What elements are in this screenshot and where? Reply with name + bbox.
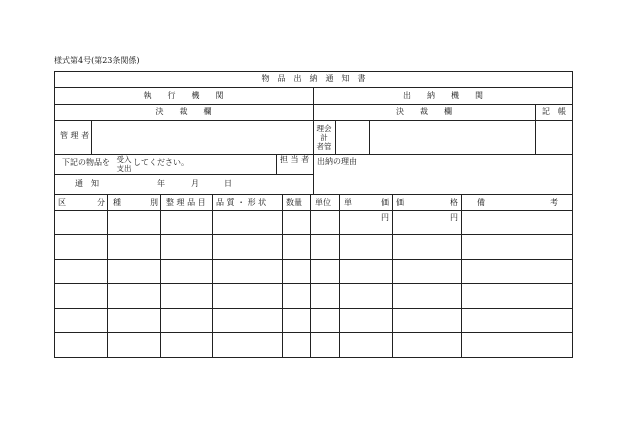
- rule: [54, 174, 313, 175]
- cell-line: [335, 120, 336, 154]
- notice-options: 受入 支出: [116, 155, 132, 173]
- table-row: [54, 308, 573, 309]
- notice-prefix: 下記の物品を: [62, 158, 110, 167]
- rule: [54, 194, 573, 195]
- ledger-line: [535, 104, 536, 154]
- frame-top: [54, 71, 573, 72]
- issuing-office-label: 出 納 機 関: [403, 91, 483, 100]
- ledger-label: 記 帳: [542, 107, 566, 116]
- form-label: 様式第4号(第23条関係): [54, 56, 140, 65]
- year-label: 年: [157, 179, 165, 188]
- price-yen: 円: [450, 213, 458, 222]
- col-type-b: 別: [150, 198, 158, 207]
- month-label: 月: [191, 179, 199, 188]
- table-row: [54, 283, 573, 284]
- approval-left-label: 決 裁 欄: [155, 107, 212, 116]
- notice-label: 通 知: [75, 179, 99, 188]
- col-remarks-b: 考: [550, 198, 558, 207]
- cell-line: [369, 120, 370, 154]
- col-unit: 単位: [315, 198, 331, 207]
- unit-price-yen: 円: [381, 213, 389, 222]
- table-row: [54, 234, 573, 235]
- col-quality-shape: 品 質 ・ 形 状: [216, 198, 267, 207]
- col-unit-price-a: 単: [344, 198, 352, 207]
- approval-right-label: 決 裁 欄: [396, 107, 452, 116]
- frame-bottom: [54, 357, 573, 358]
- accountant-label: 理会 計 者管: [316, 124, 332, 151]
- col-quantity: 数量: [286, 198, 302, 207]
- notice-suffix: してください。: [133, 158, 189, 167]
- manager-label: 管 理 者: [60, 131, 90, 140]
- col-unit-price-b: 価: [381, 198, 389, 207]
- col-category-a: 区: [58, 198, 66, 207]
- notice-form: [54, 71, 573, 358]
- cell-line: [91, 120, 92, 154]
- executing-office-label: 執 行 機 関: [143, 91, 224, 100]
- table-row: [54, 259, 573, 260]
- table-row: [54, 332, 573, 333]
- rule: [54, 210, 573, 211]
- col-category-b: 分: [97, 198, 105, 207]
- person-in-charge-label: 担 当 者: [280, 155, 310, 164]
- col-type-a: 種: [113, 198, 121, 207]
- form-title: 物 品 出 納 通 知 書: [261, 74, 366, 83]
- reason-label: 出納の理由: [317, 157, 357, 166]
- col-price-a: 価: [396, 198, 404, 207]
- day-label: 日: [224, 179, 232, 188]
- col-remarks-a: 備: [477, 198, 485, 207]
- cell-line: [276, 154, 277, 174]
- col-price-b: 格: [450, 198, 458, 207]
- col-item-name: 整 理 品 目: [166, 198, 206, 207]
